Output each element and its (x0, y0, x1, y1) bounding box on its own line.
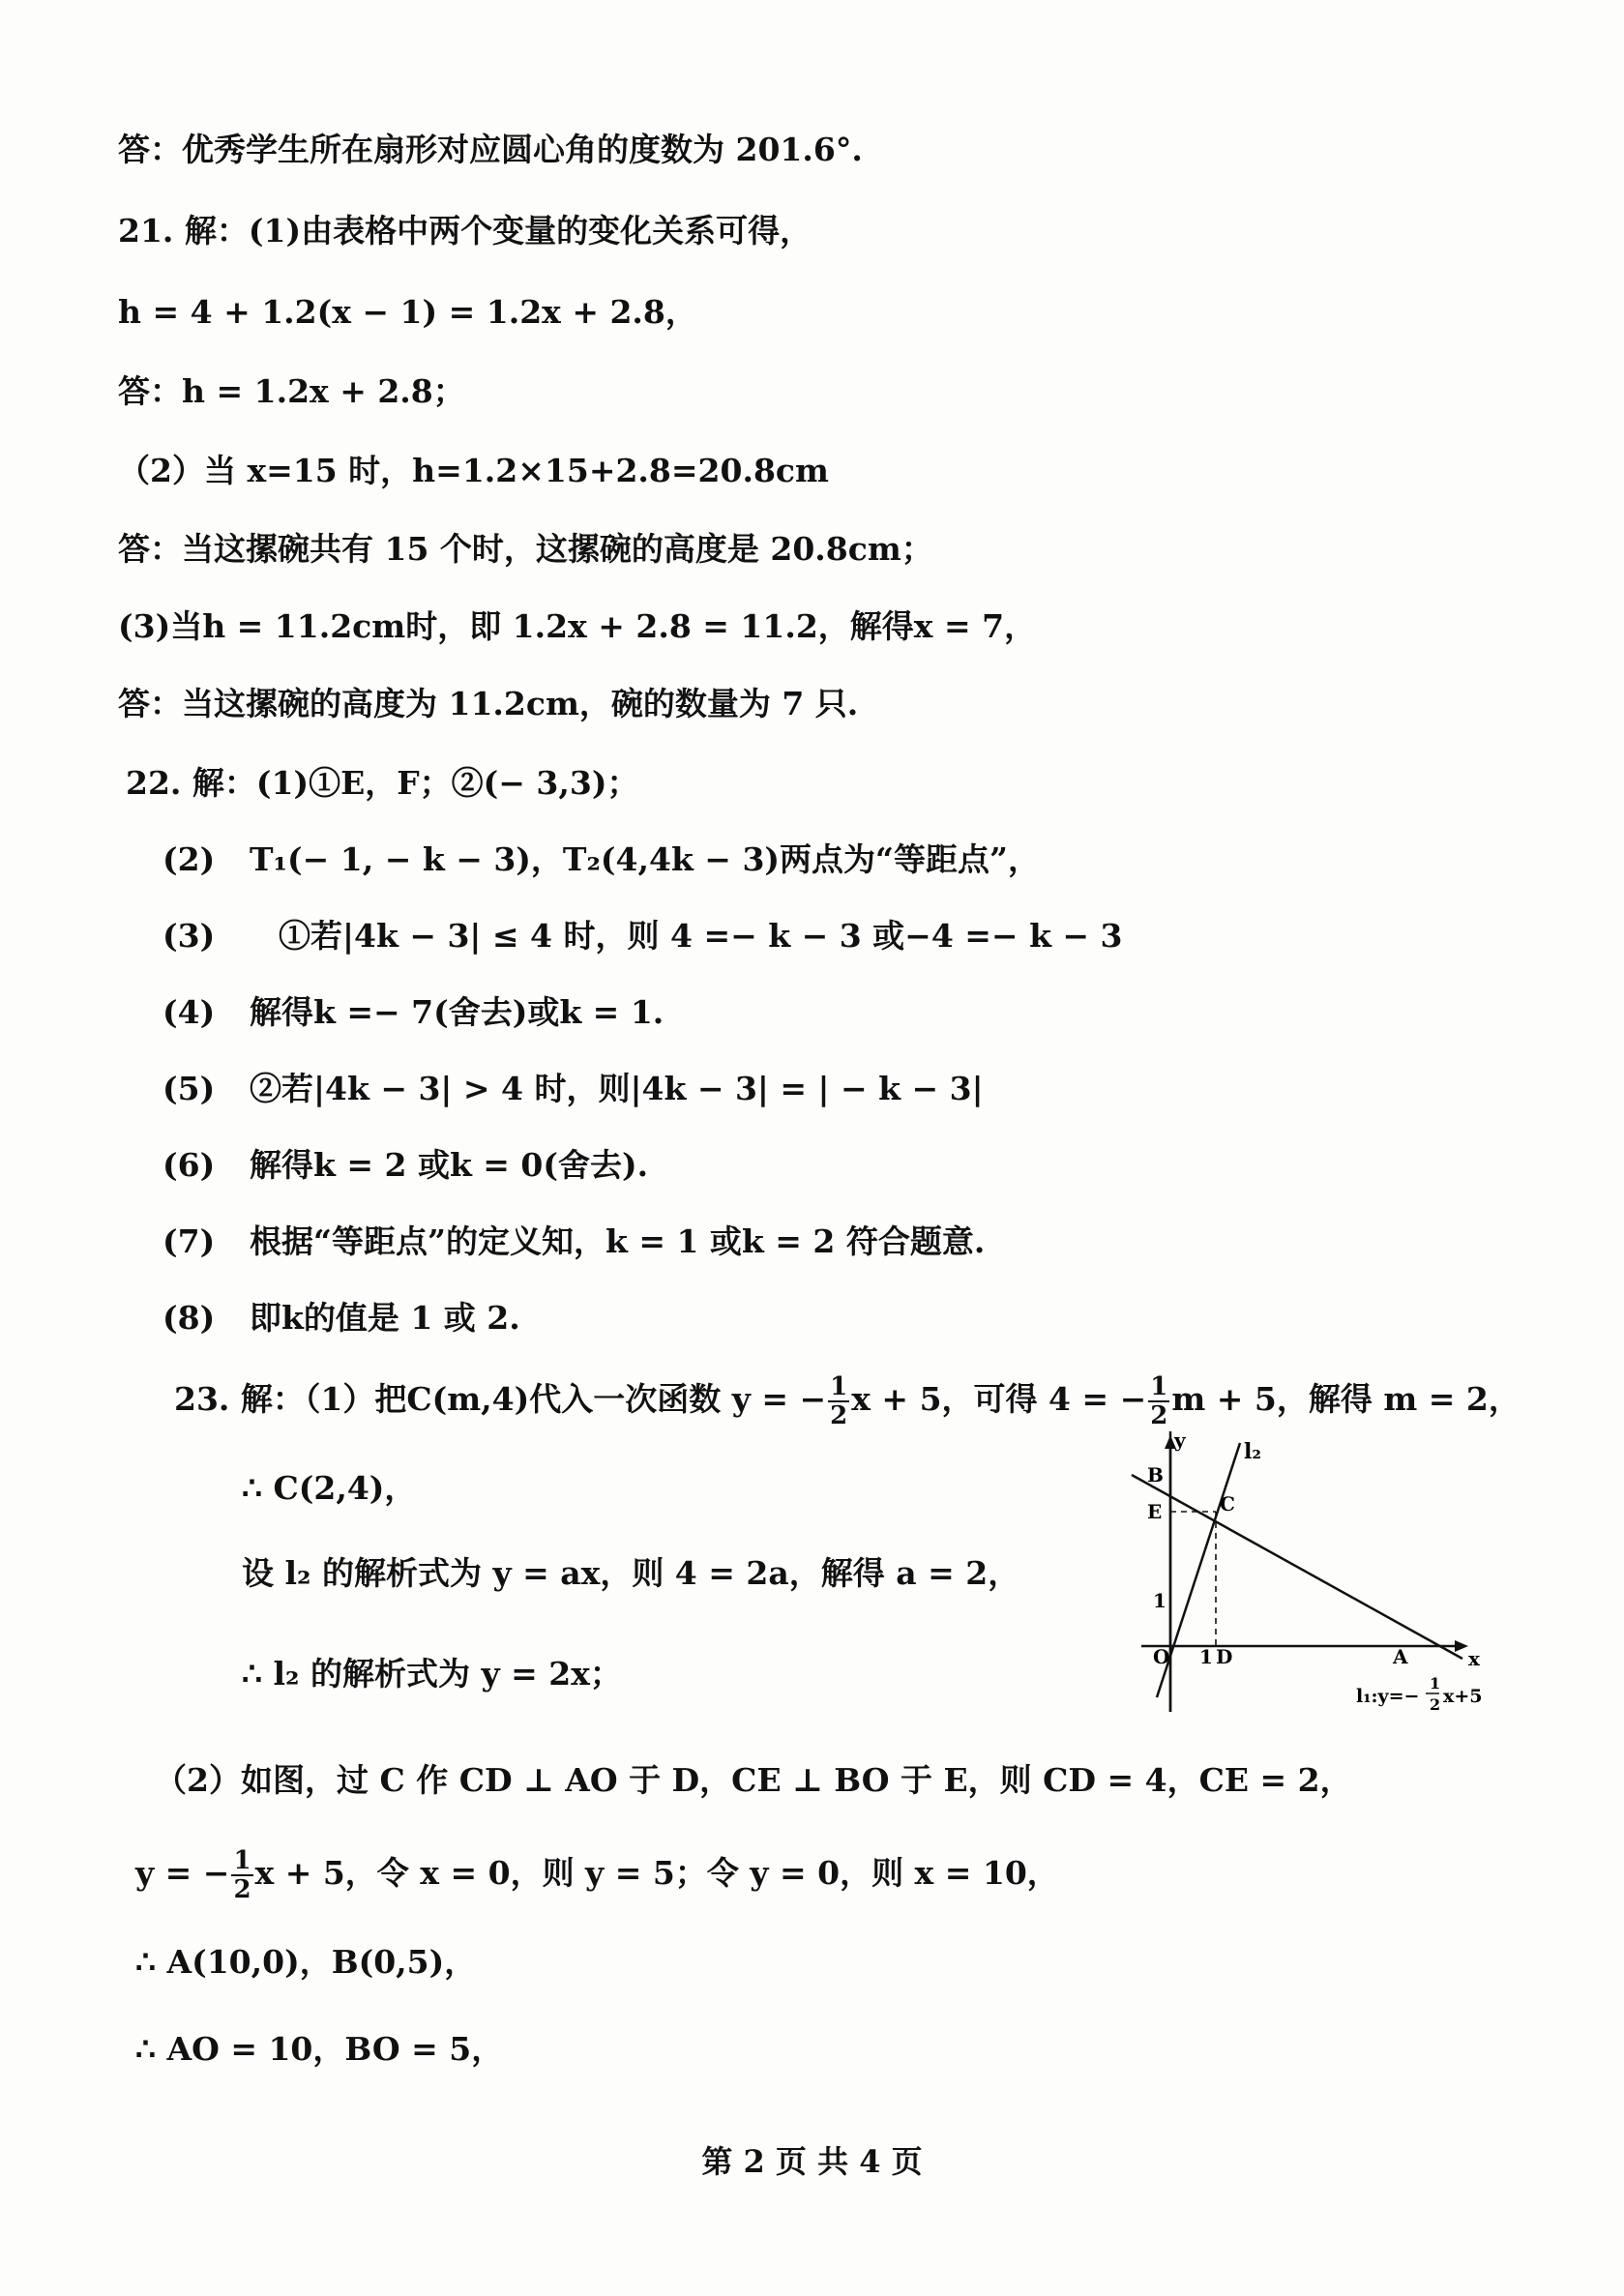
fraction (1148, 1373, 1169, 1429)
q23-l2-result: ∴ l₂ 的解析式为 y = 2x； (242, 1655, 622, 1693)
fraction-den: 2 (1150, 1401, 1168, 1430)
q23-part2-y: y = − (135, 1854, 230, 1892)
x-axis-label: x (1468, 1647, 1480, 1670)
answer-20: 答：优秀学生所在扇形对应圆心角的度数为 201.6°. (118, 131, 863, 168)
q22-head: 22. 解：(1)①E，F；②(− 3,3)； (126, 764, 639, 802)
q21-line-1: h = 4 + 1.2(x − 1) = 1.2x + 2.8， (118, 293, 697, 331)
function-graph (1103, 1431, 1509, 1722)
label-1-y: 1 (1153, 1589, 1166, 1612)
q22-step-text: ②若|4k − 3| > 4 时，则|4k − 3| = | − k − 3| (250, 1070, 984, 1107)
q22-step-text: T₁(− 1, − k − 3)，T₂(4,4k − 3)两点为“等距点”， (250, 840, 1040, 878)
label-l1-num: 1 (1430, 1674, 1441, 1693)
fraction-den: 2 (830, 1401, 848, 1430)
label-c: C (1220, 1492, 1235, 1516)
q23-part2-line-4: ∴ AO = 10，BO = 5， (135, 2030, 504, 2068)
fraction-num: 1 (1150, 1372, 1168, 1401)
q23-part2-line-3: ∴ A(10,0)，B(0,5)， (135, 1943, 477, 1981)
q23-head-b: x + 5，可得 4 = − (851, 1380, 1147, 1418)
q22-step-text: ①若|4k − 3| ≤ 4 时，则 4 =− k − 3 或−4 =− k − 3 (279, 917, 1123, 955)
q23-set-l2: 设 l₂ 的解析式为 y = ax，则 4 = 2a，解得 a = 2， (242, 1554, 1020, 1592)
q22-step-text: 根据“等距点”的定义知，k = 1 或k = 2 符合题意. (250, 1222, 986, 1260)
line-l1 (1132, 1475, 1462, 1659)
label-a: A (1393, 1645, 1408, 1668)
page-footer: 第 2 页 共 4 页 (701, 2143, 923, 2180)
q22-step-number: (4) (162, 993, 216, 1031)
q22-step-number: (5) (162, 1070, 216, 1107)
q23-head (174, 1373, 1521, 1429)
q22-step-number: (2) (162, 840, 216, 878)
fraction-num: 1 (233, 1846, 251, 1875)
label-b: B (1147, 1463, 1164, 1487)
q21-line-3: （2）当 x=15 时，h=1.2×15+2.8=20.8cm (118, 452, 829, 489)
q22-step-number: (7) (162, 1222, 216, 1260)
q22-step-text: 即k的值是 1 或 2. (250, 1299, 520, 1337)
label-e: E (1147, 1500, 1163, 1523)
q21-line-2: 答：h = 1.2x + 2.8； (118, 372, 465, 410)
q21-line-4: 答：当这摞碗共有 15 个时，这摞碗的高度是 20.8cm； (118, 530, 933, 568)
fraction (231, 1847, 252, 1903)
q23-part2-line-2 (135, 1847, 1059, 1903)
label-l2: l₂ (1244, 1439, 1261, 1464)
q23-head-a: 23. 解：（1）把C(m,4)代入一次函数 y = − (174, 1380, 827, 1418)
q22-step (162, 914, 1123, 958)
q22-step (162, 990, 664, 1035)
q22-step (162, 1296, 520, 1340)
q22-step (162, 1143, 648, 1188)
q22-step-number: (6) (162, 1146, 216, 1184)
q23-head-c: m + 5，解得 m = 2， (1171, 1380, 1521, 1418)
q22-step (162, 838, 1040, 882)
q23-c-point: ∴ C(2,4)， (242, 1469, 417, 1507)
y-axis-label: y (1174, 1431, 1186, 1452)
q21-line-6: 答：当这摞碗的高度为 11.2cm，碗的数量为 7 只. (118, 685, 859, 722)
label-l1: l₁:y=− (1356, 1686, 1420, 1707)
label-1-x: 1 (1199, 1645, 1213, 1668)
label-o: O (1153, 1645, 1170, 1668)
q22-step (162, 1067, 984, 1111)
fraction (828, 1373, 849, 1429)
fraction-den: 2 (233, 1875, 251, 1904)
label-l1-den: 2 (1430, 1695, 1441, 1714)
x-axis-arrow (1455, 1640, 1468, 1652)
q23-part2-line-1: （2）如图，过 C 作 CD ⊥ AO 于 D，CE ⊥ BO 于 E，则 CD = 4，CE = 2， (155, 1761, 1352, 1799)
q22-step-text: 解得k = 2 或k = 0(舍去). (250, 1146, 649, 1184)
q22-step-text: 解得k =− 7(舍去)或k = 1. (250, 993, 664, 1031)
q23-part2-rest: x + 5，令 x = 0，则 y = 5；令 y = 0，则 x = 10， (254, 1854, 1059, 1892)
q22-step-number: (8) (162, 1299, 216, 1337)
label-d: D (1216, 1645, 1233, 1668)
q21-head: 21. 解：(1)由表格中两个变量的变化关系可得， (118, 212, 812, 250)
q22-step (162, 1220, 985, 1264)
q22-step-number: (3) (162, 917, 216, 955)
label-l1-tail: x+5 (1443, 1686, 1483, 1707)
q21-line-5: (3)当h = 11.2cm时，即 1.2x + 2.8 = 11.2，解得x = 7， (118, 607, 1037, 645)
fraction-num: 1 (830, 1372, 848, 1401)
